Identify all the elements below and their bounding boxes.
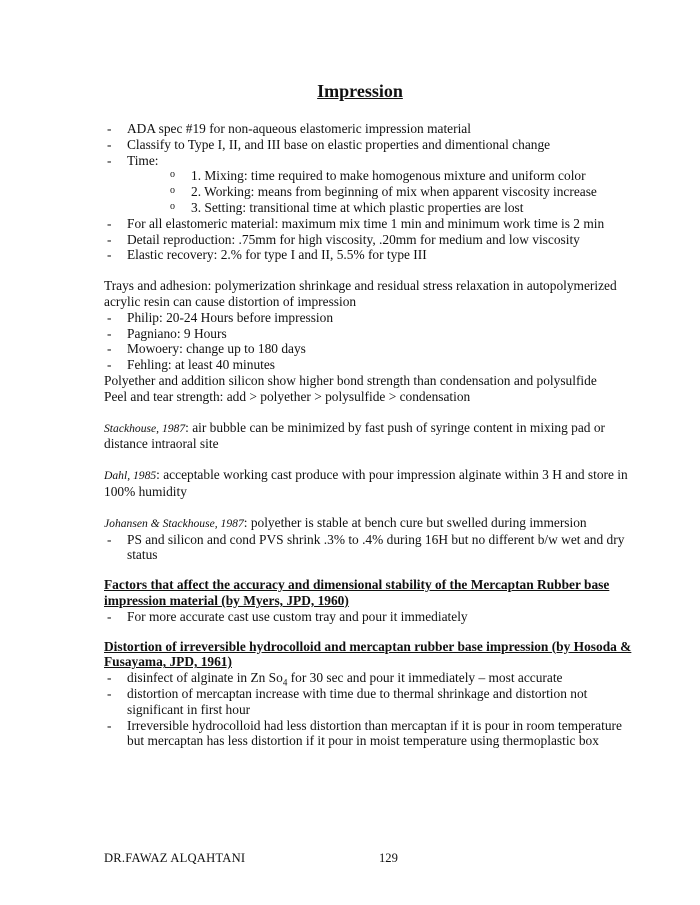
footer-author: DR.FAWAZ ALQAHTANI: [104, 851, 246, 865]
reference-text: : acceptable working cast produce with pour impression alginate within 3 H and store in 100% humidity: [104, 467, 628, 499]
list-item: - ADA spec #19 for non-aqueous elastomeric impression material: [104, 121, 634, 137]
distortion-list: [104, 670, 634, 749]
time-sublist: [127, 168, 634, 215]
list-item: - For all elastomeric material: maximum mix time 1 min and minimum work time is 2 min: [104, 216, 634, 232]
list-item: - Philip: 20-24 Hours before impression: [104, 310, 634, 326]
list-item: - disinfect of alginate in Zn $So_4$ for 30 sec and pour it immediately – most accurate: [104, 670, 634, 686]
bond-strength-text: Polyether and addition silicon show higher bond strength than condensation and polysulfide: [104, 372, 597, 388]
list-item: - Elastic recovery: 2.% for type I and II, 5.5% for type III: [104, 247, 634, 263]
reference-text: : air bubble can be minimized by fast push of syringe content in mixing pad or distance intraoral site: [104, 419, 605, 452]
list-item: - Fehling: at least 40 minutes: [104, 357, 634, 373]
sub-list-item: o 1. Mixing: time required to make homogenous mixture and uniform color: [167, 168, 634, 184]
sub-list-item: o 3. Setting: transitional time at which plastic properties are lost: [167, 200, 634, 216]
reference-citation: Dahl, 1985: [104, 469, 157, 483]
list-item: - Irreversible hydrocolloid had less distortion than mercaptan if it is pour in room temperature but mercaptan has less distortion if it pour in moist temperature using thermoplastic box: [104, 718, 634, 750]
list-item: - Mowoery: change up to 180 days: [104, 341, 634, 357]
trays-intro: Trays and adhesion: polymerization shrinkage and residual stress relaxation in autopolymerized acrylic resin can cause distortion of impression: [104, 278, 617, 309]
list-item: - Pagniano: 9 Hours: [104, 326, 634, 342]
distortion-heading: Distortion of irreversible hydrocolloid and mercaptan rubber base impression (by Hosoda & Fusayama, JPD, 1961): [104, 638, 632, 670]
page-title: Impression: [317, 81, 403, 101]
spec-list: [104, 121, 634, 263]
reference-text: : polyether is stable at bench cure but swelled during immersion: [243, 514, 587, 530]
list-item-time: [104, 153, 634, 216]
dahl-paragraph: [104, 467, 634, 500]
sub-list-item: o 2. Working: means from beginning of mix when apparent viscosity increase: [167, 184, 634, 200]
list-item: - For more accurate cast use custom tray and pour it immediately: [104, 609, 634, 625]
johansen-list: [104, 532, 634, 564]
stackhouse-paragraph: [104, 420, 634, 453]
factors-heading: Factors that affect the accuracy and dimensional stability of the Mercaptan Rubber base impression material (by Myers, JPD, 1960): [104, 577, 610, 608]
trays-list: [104, 310, 634, 373]
list-item: - distortion of mercaptan increase with time due to thermal shrinkage and distortion not significant in first hour: [104, 686, 634, 718]
list-item: - Detail reproduction: .75mm for high viscosity, .20mm for medium and low viscosity: [104, 232, 634, 248]
time-label: Time:: [127, 152, 159, 168]
reference-citation: Johansen & Stackhouse, 1987: [104, 516, 244, 530]
peel-strength-text: Peel and tear strength: add > polyether > polysulfide > condensation: [104, 388, 471, 404]
list-item: - Classify to Type I, II, and III base on elastic properties and dimentional change: [104, 137, 634, 153]
reference-citation: Stackhouse, 1987: [104, 421, 186, 435]
page-content: [104, 121, 634, 749]
johansen-paragraph: [104, 515, 634, 532]
page-number: 129: [379, 851, 398, 865]
factors-list: [104, 609, 634, 625]
list-item: - PS and silicon and cond PVS shrink .3% to .4% during 16H but no different b/w wet and dry status: [104, 532, 634, 564]
